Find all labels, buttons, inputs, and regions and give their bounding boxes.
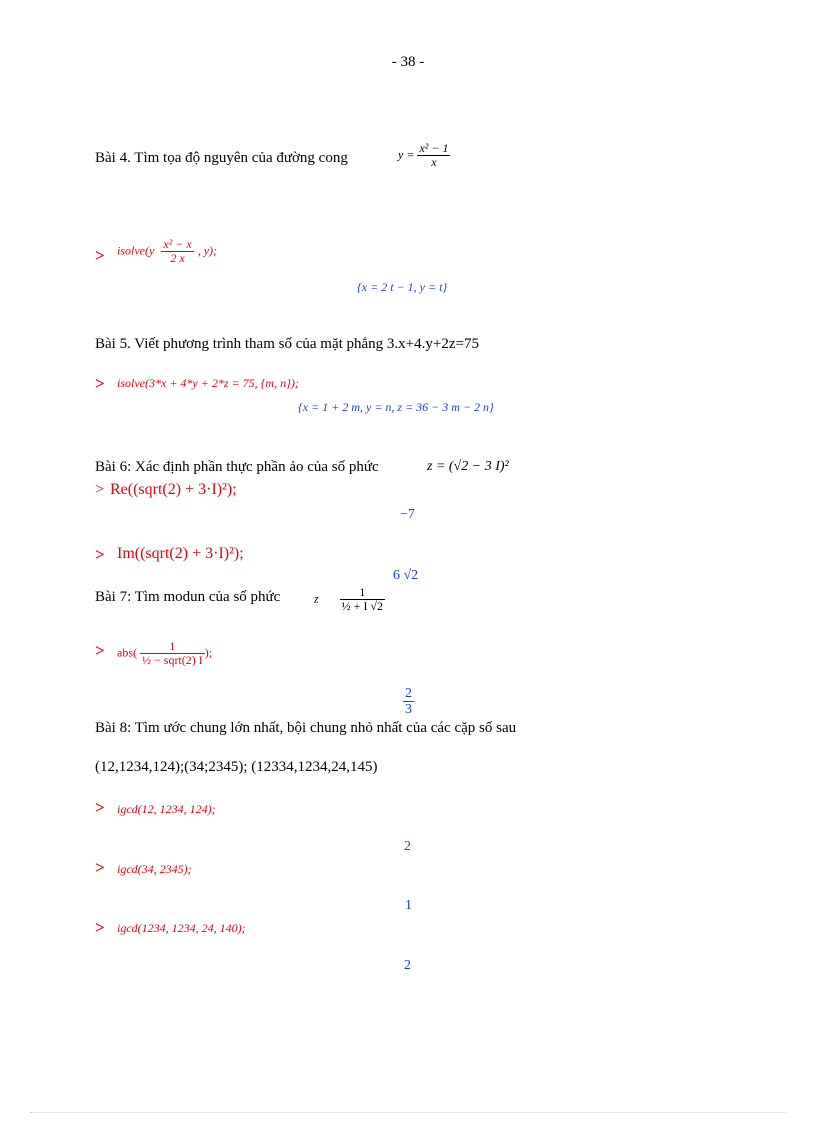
prompt-symbol: > xyxy=(95,374,105,393)
prompt-symbol: > xyxy=(95,858,105,877)
prompt-symbol: > xyxy=(95,798,105,817)
exercise-7-text: Bài 7: Tìm modun của số phức xyxy=(95,589,281,605)
prompt-symbol: > xyxy=(95,246,105,265)
prompt-symbol: > xyxy=(95,481,105,498)
formula-numerator: x² − 1 xyxy=(419,141,449,155)
maple-output-igcd-2: 1 xyxy=(405,898,412,913)
formula-denominator: x xyxy=(431,155,437,170)
prompt-symbol: > xyxy=(95,545,105,564)
maple-command-igcd-3[interactable]: igcd(1234, 1234, 24, 140); xyxy=(117,921,246,935)
cmd-denominator: ½ − sqrt(2) I xyxy=(142,653,203,668)
prompt-symbol: > xyxy=(95,641,105,660)
exercise-4-text: Bài 4. Tìm tọa độ nguyên của đường cong xyxy=(95,150,348,166)
maple-output-ex7 xyxy=(403,686,414,718)
maple-output-im: 6 √2 xyxy=(393,568,419,583)
maple-command-im[interactable]: Im((sqrt(2) + 3·I)²); xyxy=(117,545,244,562)
maple-command-igcd-2[interactable]: igcd(34, 2345); xyxy=(117,862,192,876)
exercise-8-text: Bài 8: Tìm ước chung lớn nhất, bội chung nhỏ nhất của các cặp số sau xyxy=(95,720,517,736)
maple-output-igcd-1: 2 xyxy=(404,839,411,854)
formula-fraction xyxy=(417,142,450,169)
page-number: - 38 - xyxy=(391,54,425,70)
formula-lhs: z xyxy=(314,591,319,606)
cmd-numerator: 1 xyxy=(140,640,205,654)
exercise-6-formula: z = (√2 − 3 I)² xyxy=(427,459,509,474)
cmd-name: abs xyxy=(117,645,133,660)
exercise-7-formula xyxy=(314,586,385,613)
maple-command-abs[interactable]: abs( $\frac{1}{\text{½ − sqrt(2) I}}$ ); xyxy=(117,639,213,668)
exercise-8-pairs: (12,1234,124);(34;2345); (12334,1234,24,145) xyxy=(95,759,378,775)
formula-denominator: ½ + I √2 xyxy=(341,599,384,614)
exercise-4-formula xyxy=(398,142,450,169)
maple-command-isolve-plane[interactable]: isolve(3*x + 4*y + 2*z = 75, {m, n}); xyxy=(117,376,299,390)
cmd-tail: ); xyxy=(204,645,213,660)
cmd-open: (y xyxy=(145,243,155,258)
maple-output-igcd-3: 2 xyxy=(404,958,411,973)
cmd-name: isolve xyxy=(117,243,145,258)
formula-fraction xyxy=(340,586,385,613)
formula-numerator: 1 xyxy=(340,586,385,600)
maple-command-re[interactable]: Re((sqrt(2) + 3·I)²); xyxy=(110,481,237,498)
cmd-fraction xyxy=(140,640,205,667)
cmd-denominator: 2 x xyxy=(170,251,185,266)
maple-output-re: −7 xyxy=(400,507,415,522)
page-bottom-divider xyxy=(30,1112,786,1113)
prompt-symbol: > xyxy=(95,918,105,937)
cmd-fraction xyxy=(161,238,193,265)
maple-command-igcd-1[interactable]: igcd(12, 1234, 124); xyxy=(117,802,216,816)
maple-output-ex4: {x = 2 t − 1, y = t} xyxy=(357,280,448,294)
cmd-tail: , y); xyxy=(197,243,218,258)
formula-lhs: y = xyxy=(398,147,415,162)
output-numerator: 2 xyxy=(405,686,412,701)
maple-output-ex5: {x = 1 + 2 m, y = n, z = 36 − 3 m − 2 n} xyxy=(298,400,494,414)
cmd-numerator: x² − x xyxy=(163,237,192,251)
exercise-5-text: Bài 5. Viết phương trình tham số của mặt phẳng 3.x+4.y+2z=75 xyxy=(95,336,479,352)
output-fraction xyxy=(403,686,414,718)
maple-command-isolve-curve[interactable] xyxy=(117,238,217,265)
exercise-6-text: Bài 6: Xác định phần thực phần ảo của số phức xyxy=(95,459,379,475)
output-denominator: 3 xyxy=(405,702,412,718)
